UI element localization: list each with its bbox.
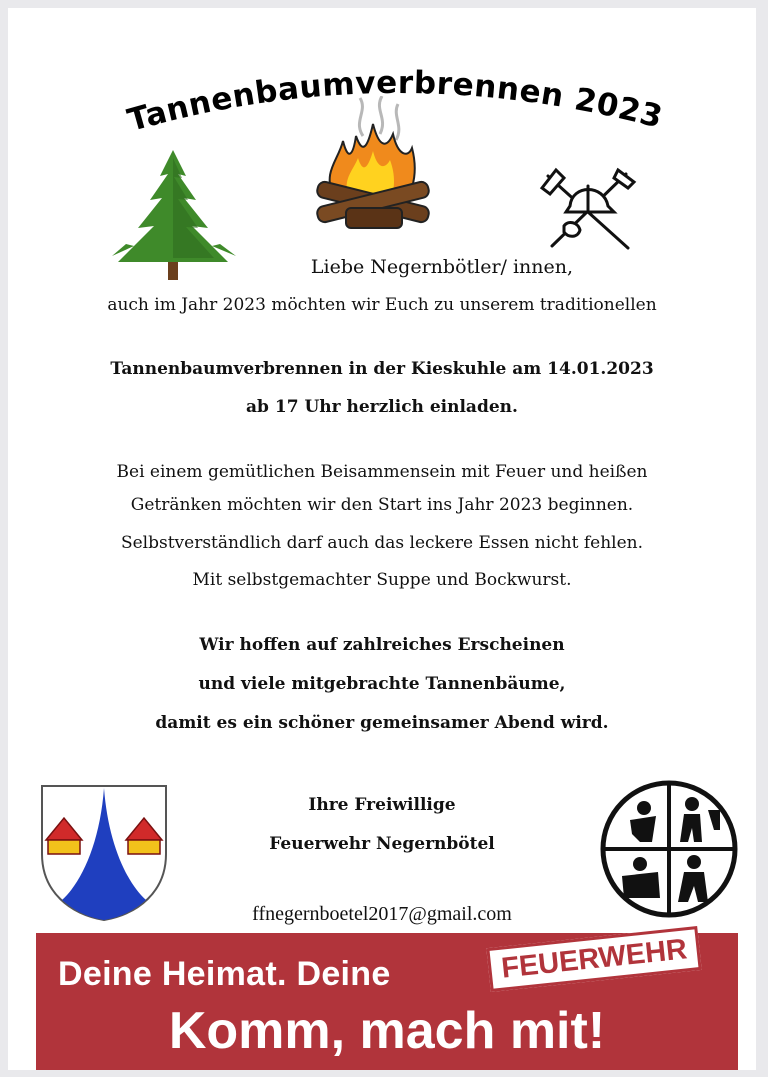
signature-line-1: Ihre Freiwillige [308, 795, 456, 815]
paragraph-3: Mit selbstgemachter Suppe und Bockwurst. [192, 570, 572, 590]
paragraph-1-line-1: Bei einem gemütlichen Beisammensein mit Feuer und heißen [116, 462, 648, 482]
event-line-2: ab 17 Uhr herzlich einladen. [246, 397, 518, 417]
fire-brigade-emblem [600, 780, 738, 918]
closing-line-1: Wir hoffen auf zahlreiches Erscheinen [199, 635, 565, 655]
firefighter-helmet-tools-icon [538, 166, 638, 256]
closing-line-3: damit es ein schöner gemeinsamer Abend wird. [155, 713, 609, 733]
title-text: Tannenbaumverbrennen 2023 [123, 64, 667, 139]
contact-email[interactable]: ffnegernboetel2017@gmail.com [252, 903, 512, 925]
banner-slogan-line-2: Komm, mach mit! [168, 1002, 606, 1060]
closing-line-2: und viele mitgebrachte Tannenbäume, [198, 674, 566, 694]
signature-line-2: Feuerwehr Negernbötel [269, 834, 495, 854]
greeting: Liebe Negernbötler/ innen, [310, 256, 574, 278]
paragraph-2: Selbstverständlich darf auch das leckere Essen nicht fehlen. [120, 533, 644, 553]
intro-text: auch im Jahr 2023 möchten wir Euch zu unserem traditionellen [107, 295, 657, 315]
paragraph-1-line-2: Getränken möchten wir den Start ins Jahr 2023 beginnen. [130, 495, 634, 515]
event-line-1: Tannenbaumverbrennen in der Kieskuhle am 14.01.2023 [110, 359, 654, 379]
flyer-page [8, 8, 756, 1070]
recruitment-banner [36, 933, 738, 1070]
municipal-coat-of-arms [38, 782, 170, 922]
banner-slogan-line-1: Deine Heimat. Deine [58, 955, 391, 993]
feuerwehr-stamp: FEUERWEHR [486, 926, 702, 992]
campfire-icon [308, 96, 438, 241]
